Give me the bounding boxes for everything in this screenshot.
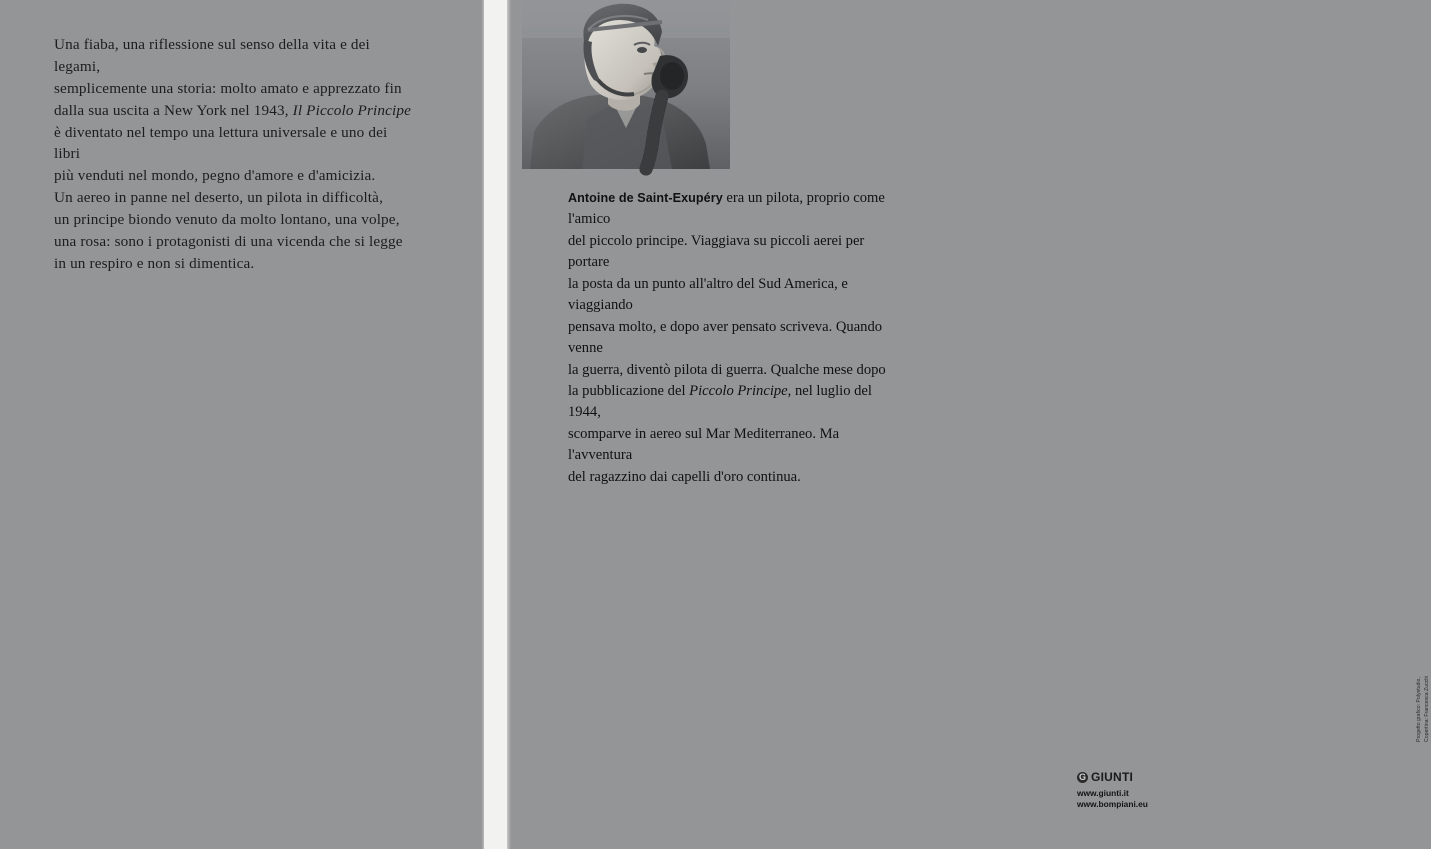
- blurb-line: Un aereo in panne nel deserto, un pilota in difficoltà,: [54, 189, 384, 207]
- author-portrait-photo: [522, 0, 730, 169]
- blurb-line: un principe biondo venuto da molto lontano, una volpe,: [54, 211, 400, 229]
- author-biography: [568, 188, 905, 488]
- author-name: Antoine de Saint-Exupéry: [568, 191, 723, 205]
- blurb-line: in un respiro e non si dimentica.: [54, 254, 255, 272]
- back-cover-blurb: [54, 34, 414, 275]
- blurb-line: Una fiaba, una riflessione sul senso della vita e dei legami,: [54, 36, 370, 75]
- book-title-italic: Piccolo Principe: [689, 382, 788, 399]
- publisher-url-primary[interactable]: www.giunti.it: [1077, 788, 1129, 798]
- front-flap-panel: [511, 0, 1430, 849]
- bio-line: la posta da un punto all'altro del Sud America, e viaggiando: [568, 275, 848, 314]
- blurb-line: una rosa: sono i protagonisti di una vicenda che si legge: [54, 233, 403, 251]
- credits-line: Progetto grafico: Polystudio,: [1416, 677, 1422, 742]
- bio-line: era un pilota, proprio come l'amico: [568, 190, 885, 228]
- blurb-line-with-title: dalla sua uscita a New York nel 1943, Il Piccolo Principe: [54, 101, 412, 119]
- bio-line: del ragazzino dai capelli d'oro continua.: [568, 468, 801, 485]
- credits-line: Copertina: Francesca Zucchi: [1423, 675, 1430, 742]
- spine-panel: [484, 0, 507, 849]
- publisher-logo: [1077, 770, 1237, 784]
- bio-line: del piccolo principe. Viaggiava su piccoli aerei per portare: [568, 232, 865, 271]
- blurb-line: semplicemente una storia: molto amato e apprezzato fin: [54, 79, 402, 97]
- blurb-line: più venduti nel mondo, pegno d'amore e d'amicizia.: [54, 167, 376, 185]
- publisher-name: GIUNTI: [1091, 770, 1134, 784]
- book-title-italic: Il Piccolo Principe: [292, 101, 412, 119]
- publisher-url-secondary[interactable]: www.bompiani.eu: [1077, 799, 1148, 810]
- publisher-urls: [1077, 788, 1237, 810]
- bio-line: la guerra, diventò pilota di guerra. Qualche mese dopo: [568, 361, 886, 378]
- publisher-block: [1077, 770, 1237, 810]
- bio-line: pensava molto, e dopo aver pensato scriveva. Quando venne: [568, 318, 883, 357]
- design-credits: [1416, 662, 1430, 742]
- back-cover-panel: [0, 0, 484, 849]
- giunti-mark-icon: G: [1078, 771, 1086, 782]
- bio-line: scomparve in aereo sul Mar Mediterraneo. Ma l'avventura: [568, 425, 840, 464]
- bio-line-with-title: la pubblicazione del Piccolo Principe, nel luglio del 1944,: [568, 382, 872, 421]
- bio-first-line: [568, 188, 905, 231]
- blurb-line: è diventato nel tempo una lettura universale e uno dei libri: [54, 123, 388, 163]
